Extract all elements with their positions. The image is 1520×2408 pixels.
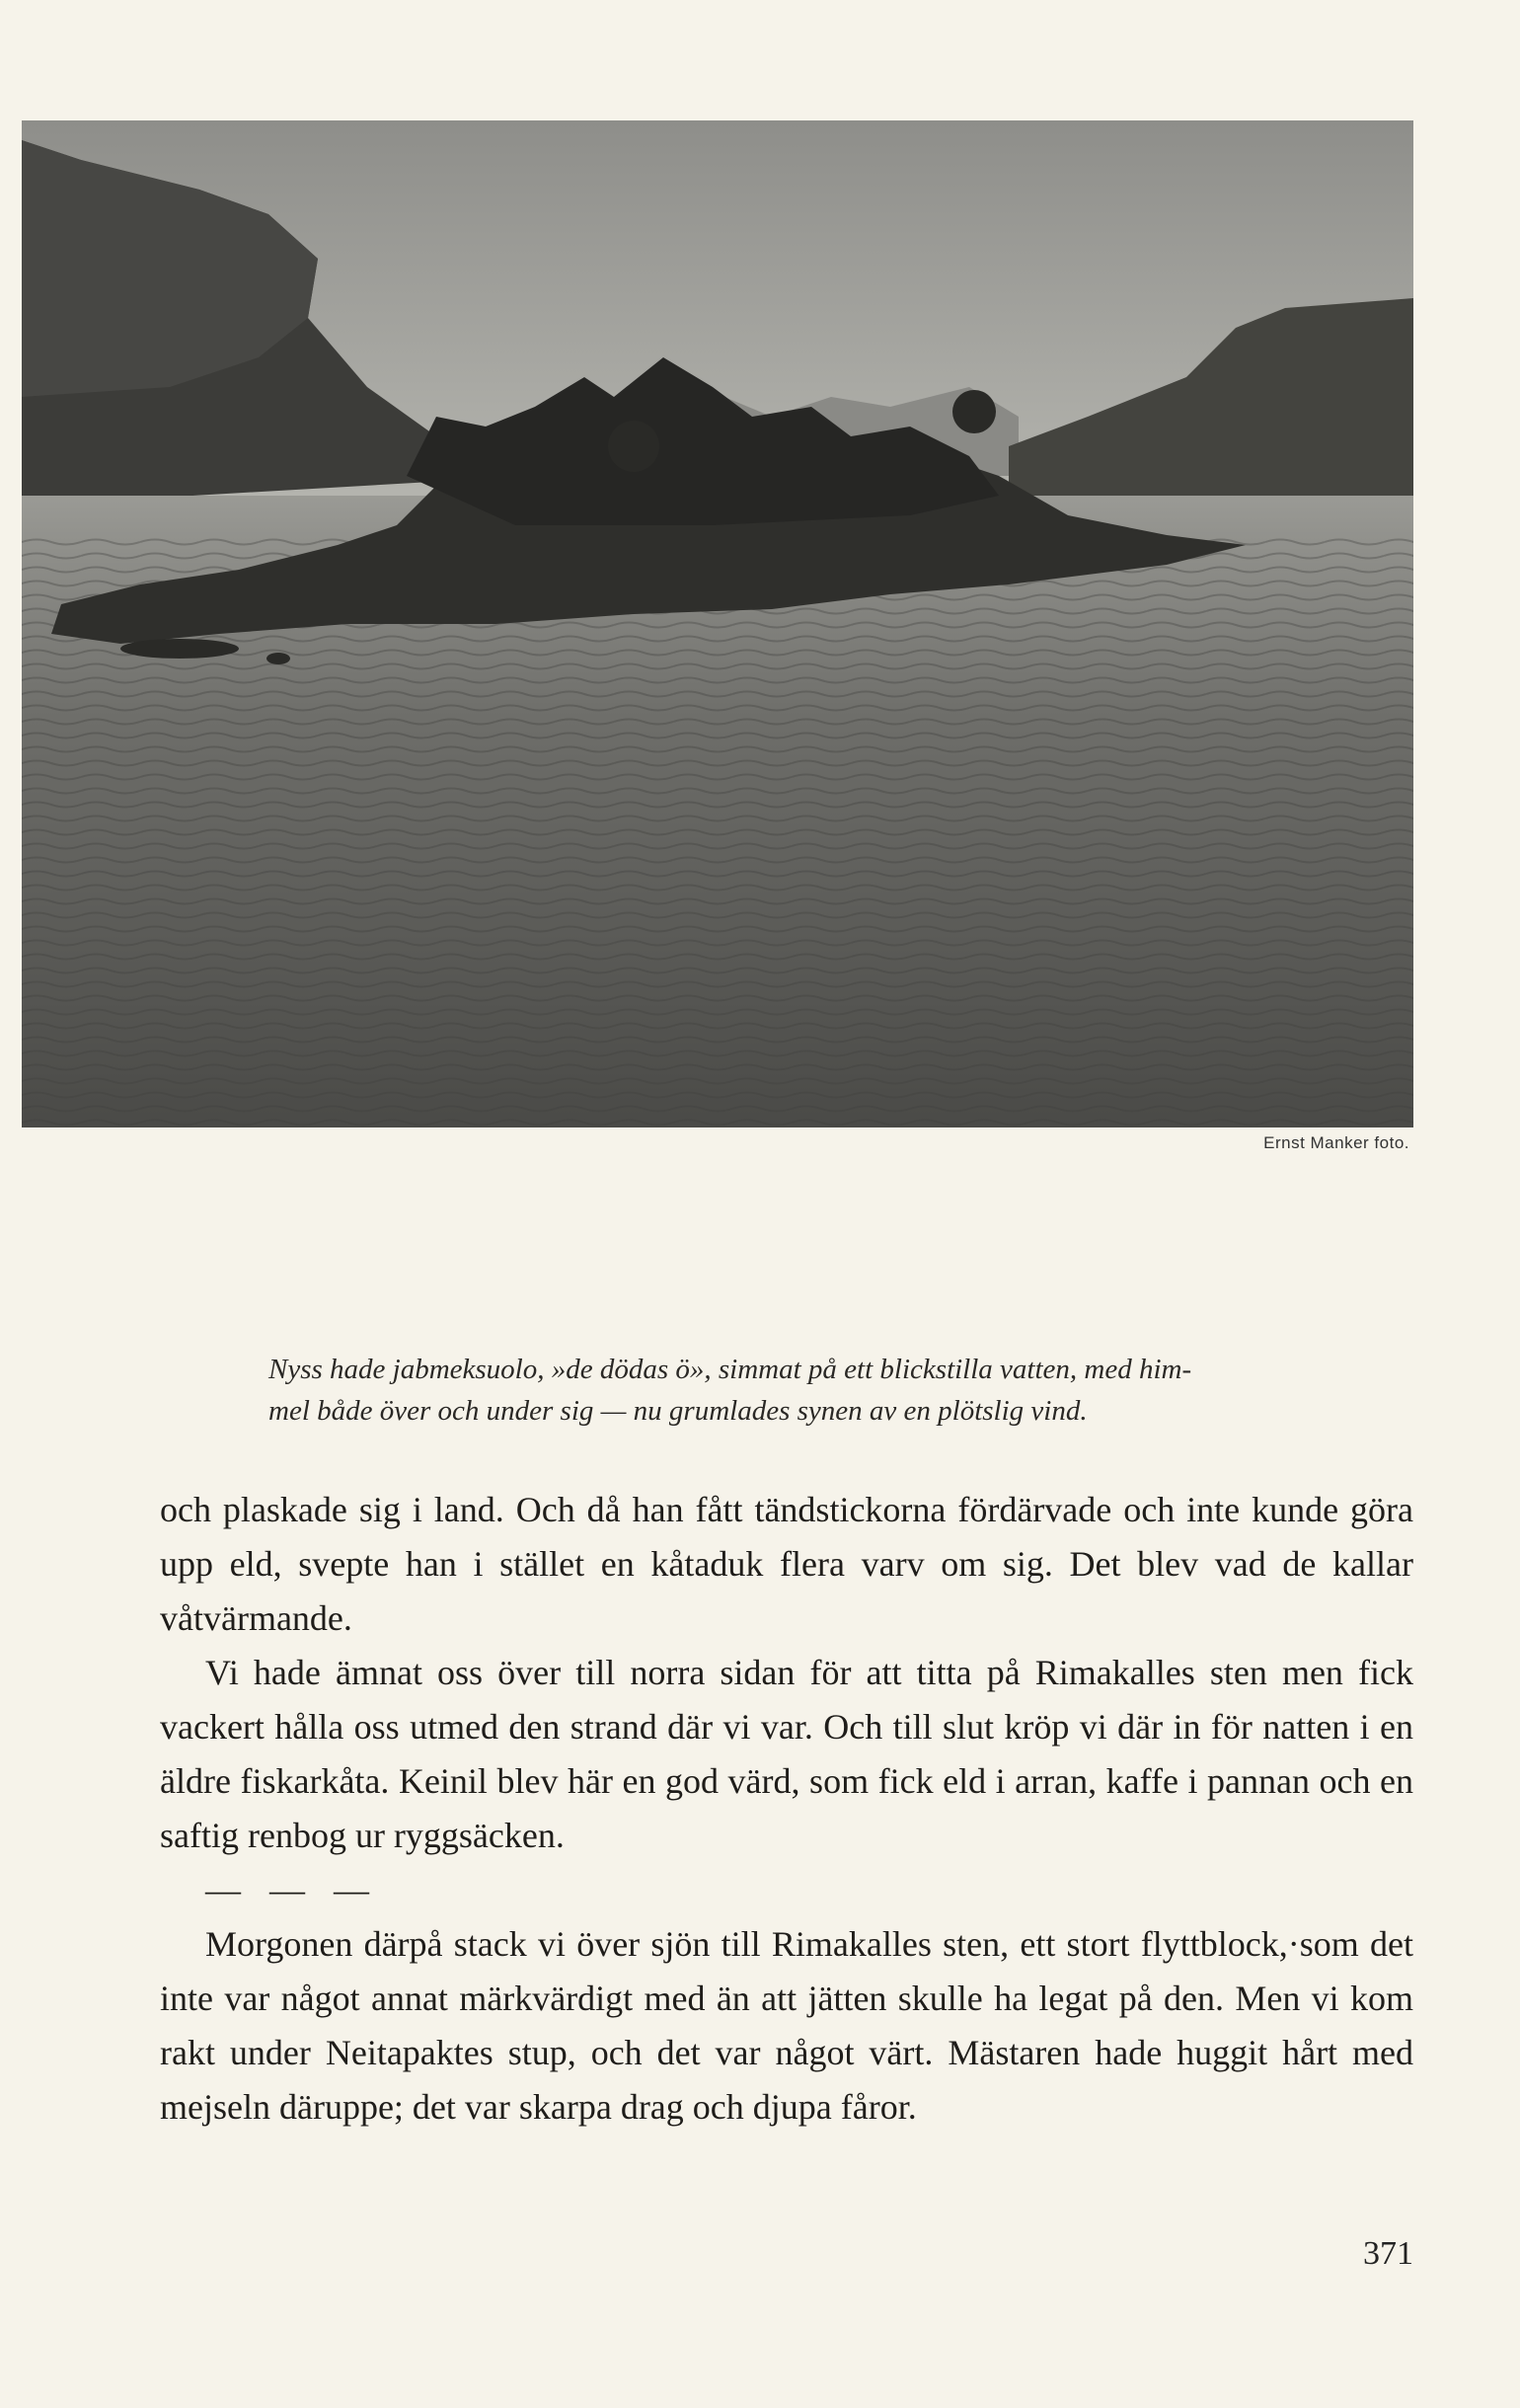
paragraph: Morgonen därpå stack vi över sjön till Rimakalles sten, ett stort flyttblock,·som det inte var något annat märkvärdigt med än att jätten skulle ha legat på den. Men vi kom rakt under Neitapaktes stup, och det var något värt. Mästaren hade huggit hårt med mejseln däruppe; det var skarpa drag och djupa fåror.: [160, 1924, 1413, 2127]
paragraph: och plaskade sig i land. Och då han fått tändstickorna fördärvade och inte kunde göra upp eld, svepte han i stället en kåtaduk flera varv om sig. Det blev vad de kallar våtvärmande.: [160, 1490, 1413, 1638]
landscape-photo: [22, 120, 1413, 1127]
paragraph: Vi hade ämnat oss över till norra sidan för att titta på Rimakalles sten men fick vackert hålla oss utmed den strand där vi var. Och till slut kröp vi där in för natten i en äldre fiskarkåta. Keinil blev här en god värd, som fick eld i arran, kaffe i pannan och en saftig renbog ur ryggsäcken.: [160, 1653, 1413, 1855]
island-lake-photo-icon: [22, 120, 1413, 1127]
photo-caption: [268, 1349, 1433, 1432]
caption-line: mel både över och under sig — nu grumlades synen av en plötslig vind.: [268, 1395, 1088, 1427]
page-number: 371: [1363, 2235, 1413, 2272]
caption-line: Nyss hade jabmeksuolo, »de dödas ö», simmat på ett blickstilla vatten, med him-: [268, 1354, 1192, 1385]
body-text: [160, 1483, 1413, 2135]
photo-credit: Ernst Manker foto.: [1263, 1133, 1409, 1152]
section-separator: — — —: [205, 1870, 379, 1909]
